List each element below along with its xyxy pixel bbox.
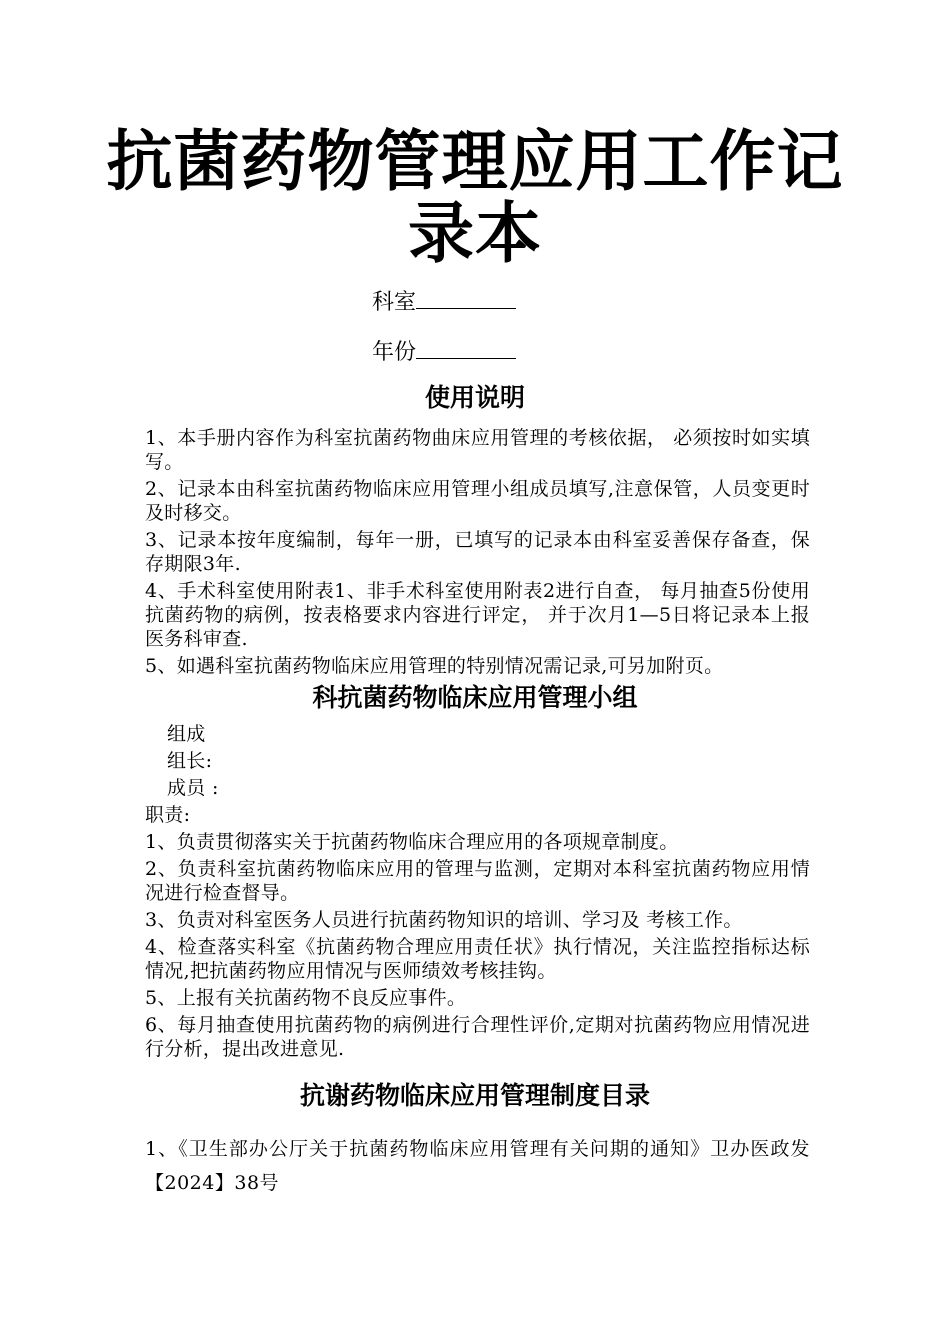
instructions-heading: 使用说明 <box>424 383 525 412</box>
duty-item: 2、负责科室抗菌药物临床应用的管理与监测，定期对本科室抗菌药物应用情况进行检查督导。 <box>145 858 810 904</box>
duty-item: 5、上报有关抗菌药物不良反应事件。 <box>145 987 467 1009</box>
document-title: 抗菌药物管理应用工作记录本 <box>106 123 844 272</box>
year-field <box>372 336 516 367</box>
instruction-item: 4、手术科室使用附表1、非手术科室使用附表2进行自查， 每月抽查5份使用抗菌药物的病例，按表格要求内容进行评定， 并于次月1—5日将记录本上报医务科审查. <box>145 580 810 650</box>
duty-item: 4、检查落实科室《抗菌药物合理应用责任状》执行情况，关注监控指标达标情况,把抗菌药物应用情况与医师绩效考核挂钩。 <box>145 936 810 982</box>
group-section <box>145 722 810 1064</box>
duty-item: 6、每月抽查使用抗菌药物的病例进行合理性评价,定期对抗菌药物应用情况进行分析，提出改进意见. <box>145 1014 810 1060</box>
instruction-item: 3、记录本按年度编制，每年一册，已填写的记录本由科室妥善保存备查，保存期限3年. <box>145 529 810 575</box>
year-label: 年份 <box>372 340 417 365</box>
toc-list <box>145 1132 810 1200</box>
year-blank-line[interactable] <box>416 336 516 359</box>
group-leader: 组长: <box>167 750 213 772</box>
toc-item: 1、《卫生部办公厅关于抗菌药物临床应用管理有关问期的通知》卫办医政发【2024】38号 <box>145 1138 810 1194</box>
group-composition: 组成 <box>167 723 206 745</box>
department-label: 科室 <box>372 290 417 315</box>
instruction-item: 2、记录本由科室抗菌药物临床应用管理小组成员填写,注意保管，人员变更时及时移交。 <box>145 478 810 524</box>
group-heading: 科抗菌药物临床应用管理小组 <box>312 683 638 712</box>
duty-item: 3、负责对科室医务人员进行抗菌药物知识的培训、学习及 考核工作。 <box>145 909 743 931</box>
duty-item: 1、负责贯彻落实关于抗菌药物临床合理应用的各项规章制度。 <box>145 831 679 853</box>
instruction-item: 5、如遇科室抗菌药物临床应用管理的特别情况需记录,可另加附页。 <box>145 655 724 677</box>
toc-heading: 抗谢药物临床应用管理制度目录 <box>299 1081 650 1110</box>
group-members: 成员 : <box>167 777 219 799</box>
instructions-list <box>145 426 810 681</box>
instruction-item: 1、本手册内容作为科室抗菌药物曲床应用管理的考核依据， 必须按时如实填写。 <box>145 427 810 473</box>
department-field <box>372 286 516 317</box>
duties-label: 职责: <box>145 804 191 826</box>
department-blank-line[interactable] <box>416 286 516 309</box>
